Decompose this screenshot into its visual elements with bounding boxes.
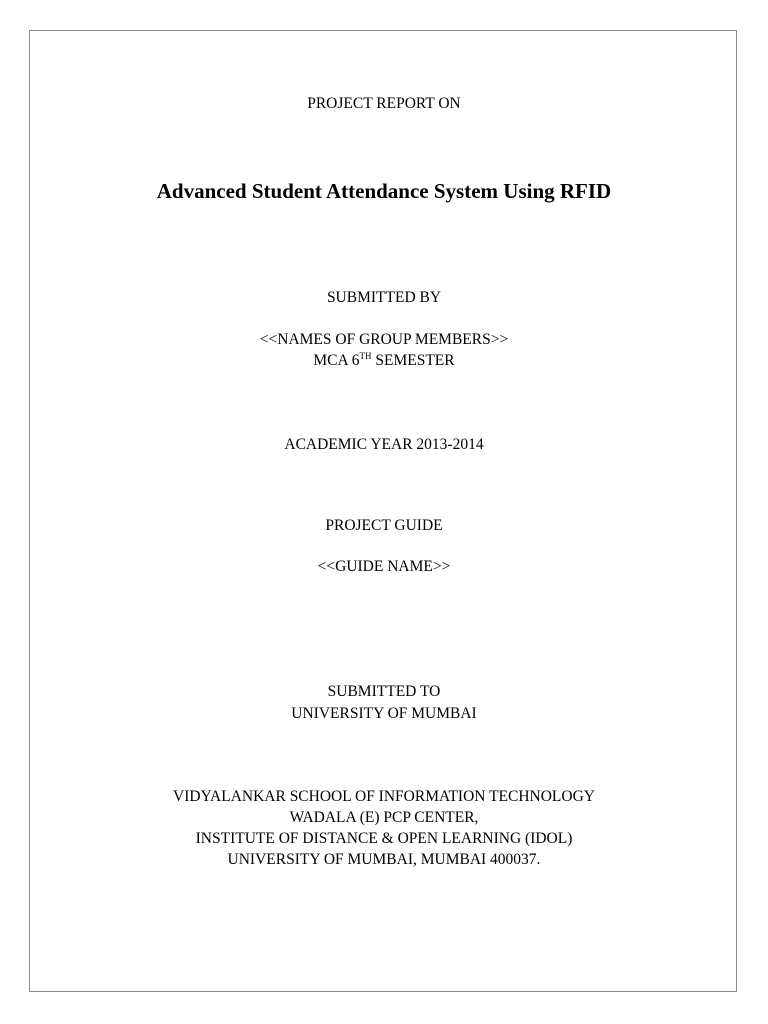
semester-prefix: MCA 6 (313, 352, 360, 369)
semester-line (0, 351, 768, 371)
institution-line-4: UNIVERSITY OF MUMBAI, MUMBAI 400037. (227, 851, 541, 868)
academic-year: ACADEMIC YEAR 2013-2014 (284, 436, 484, 453)
semester-suffix: SEMESTER (371, 352, 455, 369)
semester-superscript: TH (359, 351, 372, 361)
project-guide-label: PROJECT GUIDE (325, 517, 443, 534)
institution-line-2: WADALA (E) PCP CENTER, (289, 809, 479, 826)
institution-line-3: INSTITUTE OF DISTANCE & OPEN LEARNING (IDOL) (195, 830, 573, 847)
submitted-to-label: SUBMITTED TO (327, 683, 441, 700)
group-members: <<NAMES OF GROUP MEMBERS>> (259, 331, 509, 348)
project-title: Advanced Student Attendance System Using RFID (156, 179, 612, 203)
report-heading: PROJECT REPORT ON (307, 95, 461, 112)
submitted-by-label: SUBMITTED BY (326, 289, 442, 306)
institution-line-1: VIDYALANKAR SCHOOL OF INFORMATION TECHNOLOGY (173, 788, 595, 805)
guide-name: <<GUIDE NAME>> (317, 558, 451, 575)
university-name: UNIVERSITY OF MUMBAI (291, 705, 477, 722)
